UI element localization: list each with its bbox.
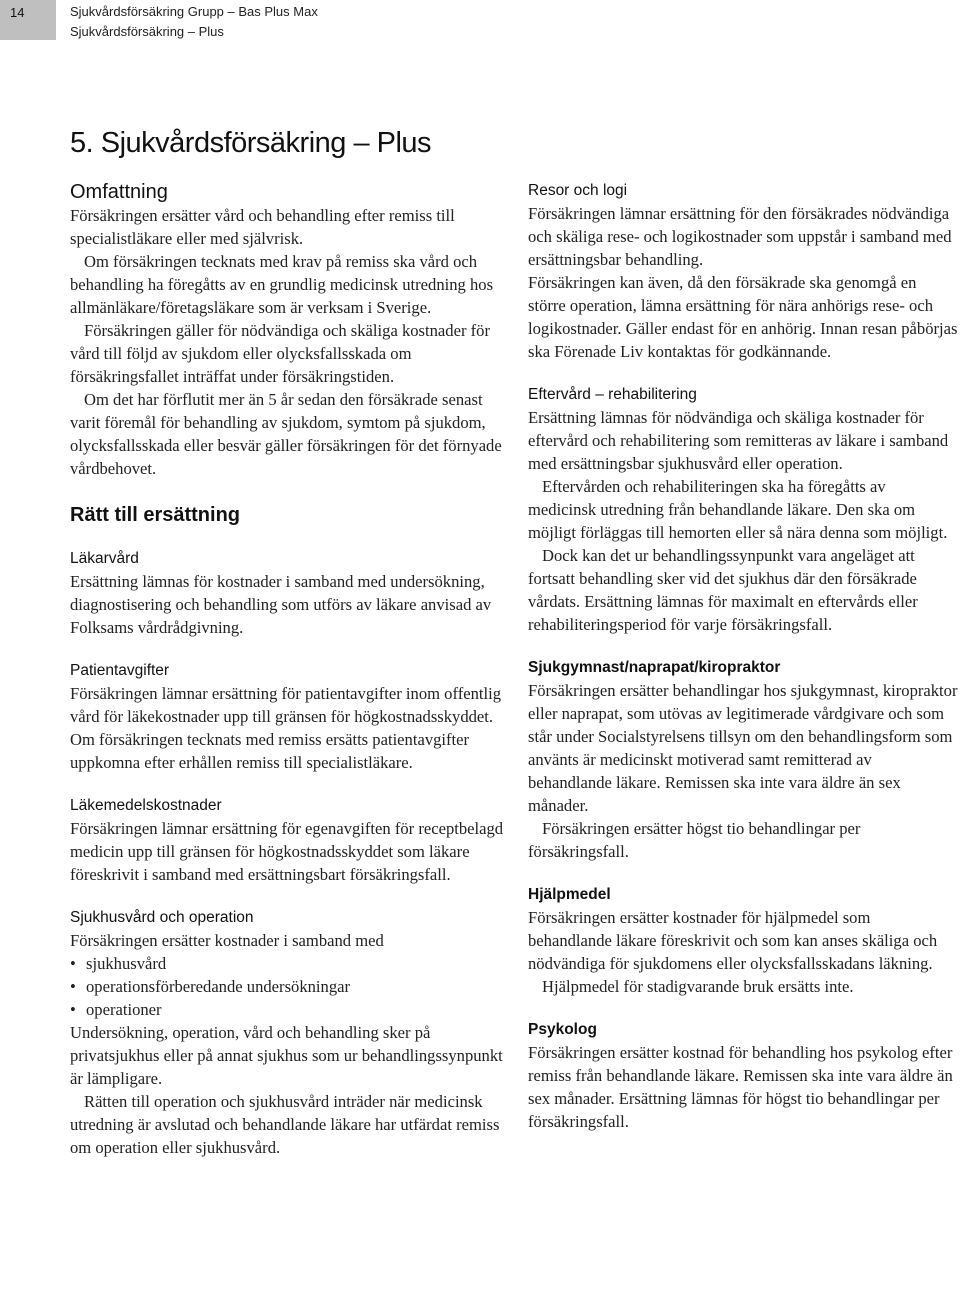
running-head xyxy=(70,2,318,42)
omfattning-lead: Försäkringen ersätter vård och behandling efter remiss till specialistläkare eller med självrisk. xyxy=(70,206,455,248)
section-resor xyxy=(528,180,958,363)
section-patientavgifter xyxy=(70,660,510,774)
section-lakemedel xyxy=(70,795,510,886)
resor-heading: Resor och logi xyxy=(528,182,628,199)
eftervard-paragraph-2: Eftervården och rehabiliteringen ska ha föregåtts av medicinsk utredning från behandlande läkare. Den ska om möjligt förläggas till hemorten eller så nära denna som möjligt. xyxy=(528,477,948,542)
eftervard-paragraph-1: Ersättning lämnas för nödvändiga och skäliga kostnader för eftervård och rehabilitering som remitteras av läkare i samband med ersättningsbar sjukhusvård eller operation. xyxy=(528,408,949,473)
ratt-heading: Rätt till ersättning xyxy=(70,504,241,526)
left-column xyxy=(70,180,510,1159)
patientavgifter-body: Försäkringen lämnar ersättning för patientavgifter inom offentlig vård för läkekostnader upp till gränsen för högkostnadsskyddet. Om försäkringen tecknats med remiss ersätts patientavgifter uppkomna efter erhållen remiss till specialistläkare. xyxy=(70,684,502,772)
list-item: • operationer xyxy=(70,1000,162,1019)
hjalpmedel-heading: Hjälpmedel xyxy=(528,886,611,903)
lakemedel-body: Försäkringen lämnar ersättning för egenavgiften för receptbelagd medicin upp till gränsen för högkostnadsskyddet som läkare föreskrivit i samband med ersättningsbart försäkringsfall. xyxy=(70,819,504,884)
page-header xyxy=(0,0,960,40)
resor-paragraph-2: Försäkringen kan även, då den försäkrade ska genomgå en större operation, lämna ersättning för nära anhörigs rese- och logikostnader. Gäller endast för en anhörig. Innan resan påbörjas ska Förenade Liv kontaktas för godkännande. xyxy=(528,273,958,361)
lakemedel-heading: Läkemedelskostnader xyxy=(70,797,222,814)
sjukhusvard-after-2: Rätten till operation och sjukhusvård inträder när medicinsk utredning är avslutad och behandlande läkare har utfärdat remiss om operation eller sjukhusvård. xyxy=(70,1092,500,1157)
section-sjukgymnast xyxy=(528,657,958,863)
sjukgymnast-heading: Sjukgymnast/naprapat/kiropraktor xyxy=(528,659,781,676)
page-title: 5. Sjukvårdsförsäkring – Plus xyxy=(70,127,432,159)
omfattning-heading: Omfattning xyxy=(70,181,168,203)
bullet-glyph: • xyxy=(70,954,76,973)
hjalpmedel-paragraph-1: Försäkringen ersätter kostnader för hjälpmedel som behandlande läkare föreskrivit och som kan anses skäliga och nödvändiga för sjukdomens eller olycksfallsskadans läkning. xyxy=(528,908,938,973)
sjukhusvard-heading: Sjukhusvård och operation xyxy=(70,909,254,926)
section-eftervard xyxy=(528,384,958,636)
eftervard-heading: Eftervård – rehabilitering xyxy=(528,386,697,403)
section-hjalpmedel xyxy=(528,884,958,998)
hjalpmedel-paragraph-2: Hjälpmedel för stadigvarande bruk ersätts inte. xyxy=(542,977,854,996)
psykolog-heading: Psykolog xyxy=(528,1021,597,1038)
list-item: • operationsförberedande undersökningar xyxy=(70,977,351,996)
lakarvard-heading: Läkarvård xyxy=(70,550,139,567)
patientavgifter-heading: Patientavgifter xyxy=(70,662,170,679)
sjukgymnast-paragraph-1: Försäkringen ersätter behandlingar hos sjukgymnast, kiropraktor eller naprapat, som utövas av legitimerade vårdgivare och som står under Socialstyrelsens tillsyn om den behandlingsform som använts är medicinskt motiverad samt remitterad av behandlande läkare. Remissen ska inte vara äldre än sex månader. xyxy=(528,681,958,815)
section-lakarvard xyxy=(70,548,510,639)
sjukgymnast-paragraph-2: Försäkringen ersätter högst tio behandlingar per försäkringsfall. xyxy=(528,819,861,861)
sjukhusvard-list xyxy=(70,952,510,1021)
list-item: • sjukhusvård xyxy=(70,954,167,973)
bullet-glyph: • xyxy=(70,977,76,996)
section-omfattning xyxy=(70,180,510,480)
omfattning-paragraph-1: Om försäkringen tecknats med krav på remiss ska vård och behandling ha föregåtts av en grundlig medicinsk utredning hos allmänläkare/företagsläkare som är verksam i Sverige. xyxy=(70,252,494,317)
page-number: 14 xyxy=(0,0,56,40)
lakarvard-body: Ersättning lämnas för kostnader i samband med undersökning, diagnostisering och behandling som utförs av läkare anvisad av Folksams vårdrådgivning. xyxy=(70,572,492,637)
section-sjukhusvard xyxy=(70,907,510,1159)
psykolog-paragraph-1: Försäkringen ersätter kostnad för behandling hos psykolog efter remiss från behandlande läkare. Remissen ska inte vara äldre än sex månader. Ersättning lämnas för högst tio behandlingar per försäkringsfall. xyxy=(528,1043,953,1131)
sjukhusvard-after: Undersökning, operation, vård och behandling sker på privatsjukhus eller på annat sjukhus som ur behandlingssynpunkt är lämpligare. xyxy=(70,1023,503,1088)
running-head-line-2: Sjukvårdsförsäkring – Plus xyxy=(70,24,224,39)
running-head-line-1: Sjukvårdsförsäkring Grupp – Bas Plus Max xyxy=(70,4,318,19)
omfattning-paragraph-3: Om det har förflutit mer än 5 år sedan den försäkrade senast varit föremål för behandling av sjukdom, symtom på sjukdom, olycksfallsskada eller besvär gäller försäkringen för det förnyade vårdbehovet. xyxy=(70,390,502,478)
section-psykolog xyxy=(528,1019,958,1133)
sjukhusvard-lead: Försäkringen ersätter kostnader i samband med xyxy=(70,931,384,950)
omfattning-paragraph-2: Försäkringen gäller för nödvändiga och skäliga kostnader för vård till följd av sjukdom eller olycksfallsskada om försäkringsfallet inträffat under försäkringstiden. xyxy=(70,321,490,386)
eftervard-paragraph-3: Dock kan det ur behandlingssynpunkt vara angeläget att fortsatt behandling sker vid det sjukhus där den försäkrade vårdats. Ersättning lämnas för maximalt en eftervårds eller rehabiliteringsperiod för varje försäkringsfall. xyxy=(528,546,918,634)
bullet-glyph: • xyxy=(70,1000,76,1019)
right-column xyxy=(528,180,958,1133)
resor-paragraph-1: Försäkringen lämnar ersättning för den försäkrades nödvändiga och skäliga rese- och logikostnader som uppstår i samband med ersättningsbar behandling. xyxy=(528,204,952,269)
